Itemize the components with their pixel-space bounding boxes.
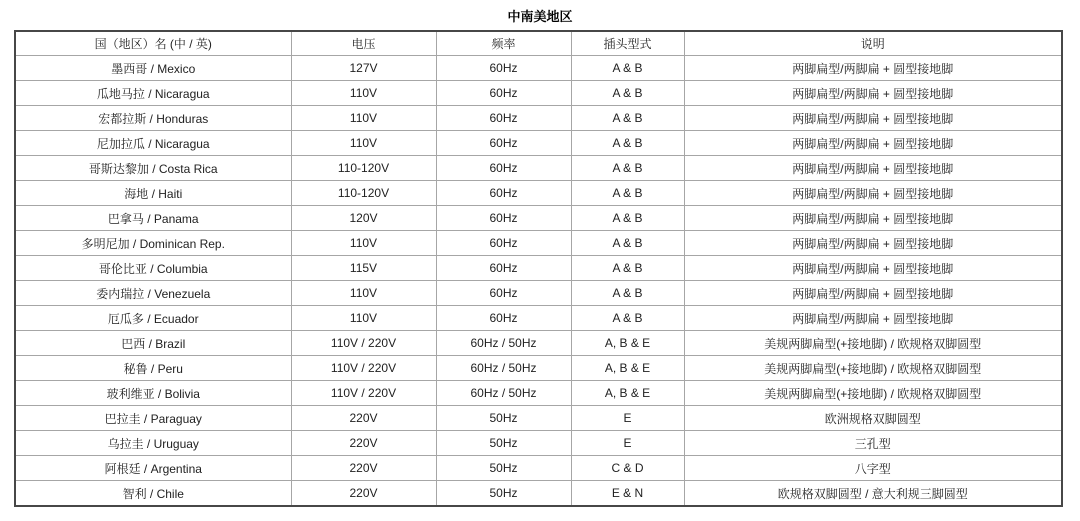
table-row: [15, 156, 1062, 181]
cell-plug: A & B: [571, 181, 684, 206]
cell-voltage: 110V: [291, 81, 436, 106]
table-row: [15, 431, 1062, 456]
voltage-table: [14, 30, 1063, 507]
cell-note: 两脚扁型/两脚扁 + 圆型接地脚: [684, 231, 1062, 256]
table-row: [15, 256, 1062, 281]
cell-note: 两脚扁型/两脚扁 + 圆型接地脚: [684, 106, 1062, 131]
table-row: [15, 131, 1062, 156]
cell-plug: A & B: [571, 81, 684, 106]
cell-note: 两脚扁型/两脚扁 + 圆型接地脚: [684, 81, 1062, 106]
cell-plug: A & B: [571, 131, 684, 156]
cell-plug: A, B & E: [571, 331, 684, 356]
cell-country: 委内瑞拉 / Venezuela: [15, 281, 291, 306]
cell-plug: A, B & E: [571, 356, 684, 381]
table-row: [15, 331, 1062, 356]
cell-frequency: 60Hz: [436, 256, 571, 281]
table-header: [15, 31, 1062, 56]
header-row: [15, 31, 1062, 56]
header-note: 说明: [684, 31, 1062, 56]
table-row: [15, 481, 1062, 507]
cell-frequency: 60Hz: [436, 156, 571, 181]
cell-plug: A & B: [571, 56, 684, 81]
cell-country: 秘鲁 / Peru: [15, 356, 291, 381]
cell-frequency: 50Hz: [436, 431, 571, 456]
cell-note: 八字型: [684, 456, 1062, 481]
table-row: [15, 81, 1062, 106]
cell-frequency: 60Hz: [436, 306, 571, 331]
cell-country: 乌拉圭 / Uruguay: [15, 431, 291, 456]
cell-voltage: 110V: [291, 231, 436, 256]
cell-plug: A & B: [571, 206, 684, 231]
cell-country: 尼加拉瓜 / Nicaragua: [15, 131, 291, 156]
cell-voltage: 110-120V: [291, 156, 436, 181]
cell-voltage: 220V: [291, 406, 436, 431]
cell-frequency: 60Hz: [436, 181, 571, 206]
table-row: [15, 231, 1062, 256]
cell-voltage: 220V: [291, 431, 436, 456]
cell-voltage: 220V: [291, 456, 436, 481]
table-title: 中南美地区: [507, 9, 573, 24]
cell-note: 两脚扁型/两脚扁 + 圆型接地脚: [684, 181, 1062, 206]
cell-frequency: 60Hz: [436, 131, 571, 156]
cell-frequency: 60Hz / 50Hz: [436, 381, 571, 406]
cell-country: 巴西 / Brazil: [15, 331, 291, 356]
cell-country: 宏都拉斯 / Honduras: [15, 106, 291, 131]
cell-note: 两脚扁型/两脚扁 + 圆型接地脚: [684, 306, 1062, 331]
table-row: [15, 106, 1062, 131]
cell-frequency: 50Hz: [436, 406, 571, 431]
cell-country: 多明尼加 / Dominican Rep.: [15, 231, 291, 256]
cell-voltage: 110-120V: [291, 181, 436, 206]
cell-frequency: 60Hz: [436, 231, 571, 256]
cell-note: 两脚扁型/两脚扁 + 圆型接地脚: [684, 256, 1062, 281]
cell-country: 海地 / Haiti: [15, 181, 291, 206]
cell-note: 欧规格双脚圆型 / 意大利规三脚圆型: [684, 481, 1062, 507]
cell-frequency: 60Hz / 50Hz: [436, 356, 571, 381]
cell-frequency: 60Hz / 50Hz: [436, 331, 571, 356]
cell-frequency: 60Hz: [436, 106, 571, 131]
cell-note: 三孔型: [684, 431, 1062, 456]
table-row: [15, 381, 1062, 406]
table-row: [15, 406, 1062, 431]
cell-country: 玻利维亚 / Bolivia: [15, 381, 291, 406]
header-country: 国（地区）名 (中 / 英): [15, 31, 291, 56]
table-row: [15, 281, 1062, 306]
cell-voltage: 127V: [291, 56, 436, 81]
cell-voltage: 120V: [291, 206, 436, 231]
cell-country: 阿根廷 / Argentina: [15, 456, 291, 481]
cell-voltage: 110V: [291, 106, 436, 131]
cell-voltage: 110V / 220V: [291, 356, 436, 381]
cell-note: 欧洲规格双脚圆型: [684, 406, 1062, 431]
cell-plug: A & B: [571, 106, 684, 131]
cell-frequency: 60Hz: [436, 81, 571, 106]
cell-plug: E & N: [571, 481, 684, 507]
table-row: [15, 306, 1062, 331]
cell-note: 两脚扁型/两脚扁 + 圆型接地脚: [684, 56, 1062, 81]
table-row: [15, 456, 1062, 481]
cell-frequency: 50Hz: [436, 456, 571, 481]
cell-note: 美规两脚扁型(+接地脚) / 欧规格双脚圆型: [684, 356, 1062, 381]
table-row: [15, 181, 1062, 206]
cell-country: 墨西哥 / Mexico: [15, 56, 291, 81]
cell-voltage: 110V: [291, 131, 436, 156]
table-body: [15, 56, 1062, 507]
cell-country: 智利 / Chile: [15, 481, 291, 507]
cell-voltage: 110V / 220V: [291, 381, 436, 406]
cell-note: 两脚扁型/两脚扁 + 圆型接地脚: [684, 156, 1062, 181]
table-row: [15, 56, 1062, 81]
cell-frequency: 50Hz: [436, 481, 571, 507]
cell-plug: E: [571, 406, 684, 431]
cell-voltage: 110V: [291, 306, 436, 331]
cell-country: 哥斯达黎加 / Costa Rica: [15, 156, 291, 181]
cell-voltage: 115V: [291, 256, 436, 281]
cell-note: 美规两脚扁型(+接地脚) / 欧规格双脚圆型: [684, 381, 1062, 406]
cell-country: 巴拿马 / Panama: [15, 206, 291, 231]
cell-plug: A & B: [571, 156, 684, 181]
cell-plug: E: [571, 431, 684, 456]
cell-voltage: 110V: [291, 281, 436, 306]
table-row: [15, 206, 1062, 231]
cell-note: 两脚扁型/两脚扁 + 圆型接地脚: [684, 281, 1062, 306]
cell-plug: A & B: [571, 306, 684, 331]
cell-frequency: 60Hz: [436, 56, 571, 81]
cell-note: 美规两脚扁型(+接地脚) / 欧规格双脚圆型: [684, 331, 1062, 356]
cell-country: 哥伦比亚 / Columbia: [15, 256, 291, 281]
cell-plug: A & B: [571, 231, 684, 256]
cell-country: 巴拉圭 / Paraguay: [15, 406, 291, 431]
table-row: [15, 356, 1062, 381]
cell-country: 瓜地马拉 / Nicaragua: [15, 81, 291, 106]
cell-note: 两脚扁型/两脚扁 + 圆型接地脚: [684, 206, 1062, 231]
cell-voltage: 220V: [291, 481, 436, 507]
cell-frequency: 60Hz: [436, 281, 571, 306]
cell-plug: A, B & E: [571, 381, 684, 406]
cell-plug: A & B: [571, 281, 684, 306]
cell-country: 厄瓜多 / Ecuador: [15, 306, 291, 331]
cell-note: 两脚扁型/两脚扁 + 圆型接地脚: [684, 131, 1062, 156]
cell-voltage: 110V / 220V: [291, 331, 436, 356]
cell-plug: A & B: [571, 256, 684, 281]
header-plug-type: 插头型式: [571, 31, 684, 56]
header-voltage: 电压: [291, 31, 436, 56]
cell-frequency: 60Hz: [436, 206, 571, 231]
header-frequency: 频率: [436, 31, 571, 56]
cell-plug: C & D: [571, 456, 684, 481]
